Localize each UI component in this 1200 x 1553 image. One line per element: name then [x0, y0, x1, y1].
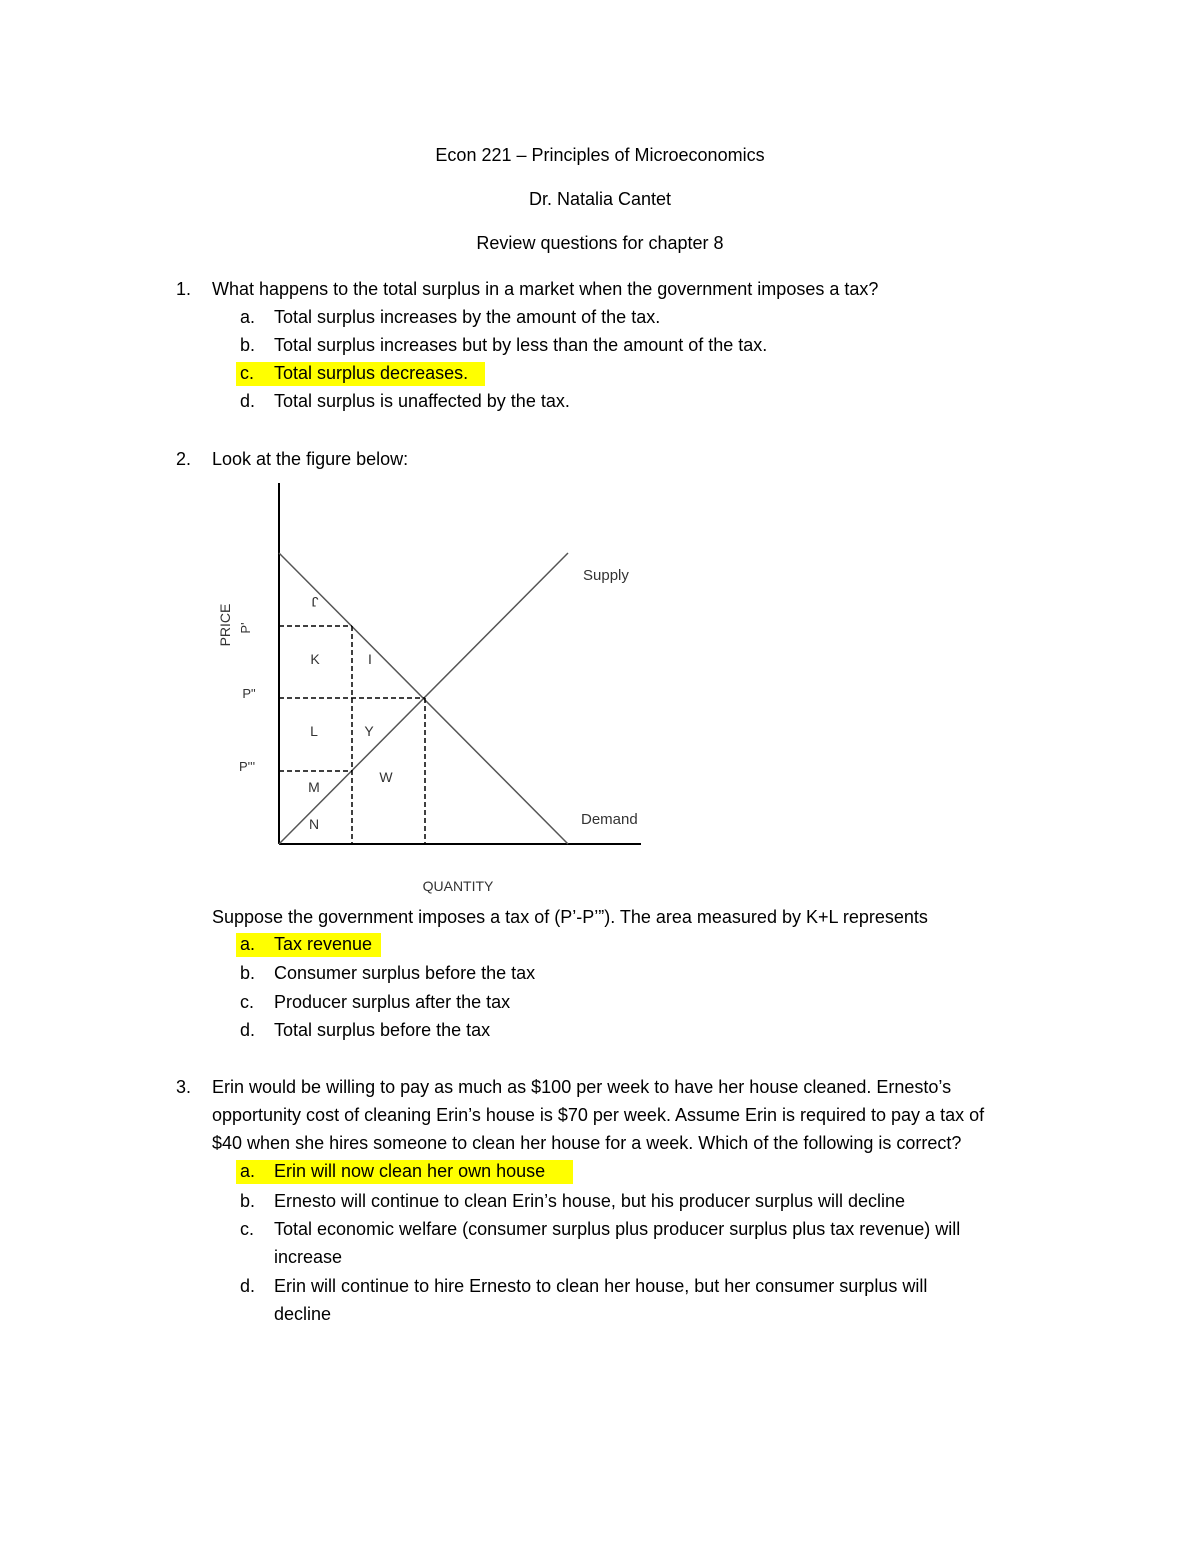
question-3-text-line-1: Erin would be willing to pay as much as $100 per week to have her house cleaned. Ernesto’s: [212, 1077, 952, 1097]
region-label-i: I: [368, 651, 372, 667]
option-text: Tax revenue: [274, 934, 373, 954]
option-letter: b.: [240, 963, 256, 983]
region-label-m: M: [308, 779, 320, 795]
question-3-number: 3.: [176, 1077, 192, 1097]
question-1-option-c-highlighted: [236, 362, 485, 386]
question-2-number: 2.: [176, 449, 192, 469]
option-letter: b.: [240, 1191, 256, 1211]
question-3-text-line-2: opportunity cost of cleaning Erin’s house is $70 per week. Assume Erin is required to pay a tax of: [212, 1105, 985, 1125]
price-label-p-double-prime: P": [242, 686, 256, 701]
option-letter: c.: [240, 992, 255, 1012]
option-text: Total surplus is unaffected by the tax.: [274, 391, 570, 411]
option-letter: a.: [240, 1161, 256, 1181]
supply-demand-figure: [200, 475, 660, 900]
course-title: Econ 221 – Principles of Microeconomics: [435, 145, 765, 165]
option-letter: d.: [240, 1020, 256, 1040]
option-text: Total surplus increases but by less than the amount of the tax.: [274, 335, 768, 355]
region-label-w: W: [379, 769, 393, 785]
option-letter: a.: [240, 307, 256, 327]
demand-label: Demand: [581, 811, 638, 828]
option-text: Total surplus decreases.: [274, 363, 469, 383]
question-1-text: What happens to the total surplus in a market when the government imposes a tax?: [212, 279, 879, 299]
region-label-n: N: [308, 816, 320, 832]
option-text: Producer surplus after the tax: [274, 992, 511, 1012]
question-3-option-a-highlighted: [236, 1160, 573, 1184]
option-text: Erin will continue to hire Ernesto to clean her house, but her consumer surplus will: [274, 1276, 928, 1296]
supply-label: Supply: [583, 567, 629, 584]
y-axis-label: PRICE: [217, 603, 233, 647]
region-label-y: Y: [364, 723, 374, 739]
option-text: Total surplus increases by the amount of the tax.: [274, 307, 661, 327]
option-text: Total economic welfare (consumer surplus plus producer surplus plus tax revenue) will: [274, 1219, 961, 1239]
question-2-text: Look at the figure below:: [212, 449, 409, 469]
region-label-l: L: [310, 723, 318, 739]
document-subtitle: Review questions for chapter 8: [476, 233, 724, 253]
region-label-j: J: [311, 594, 319, 610]
option-text: Consumer surplus before the tax: [274, 963, 536, 983]
question-3-text-line-3: $40 when she hires someone to clean her house for a week. Which of the following is correct?: [212, 1133, 962, 1153]
price-label-p-triple-prime: P''': [238, 759, 256, 774]
option-text: Ernesto will continue to clean Erin’s house, but his producer surplus will decline: [274, 1191, 906, 1211]
region-label-k: K: [310, 651, 320, 667]
question-2-followup: Suppose the government imposes a tax of (P’-P’”). The area measured by K+L represents: [212, 907, 928, 927]
option-text: Erin will now clean her own house: [274, 1161, 546, 1181]
question-3-option-d-continued: decline: [274, 1304, 332, 1324]
option-letter: d.: [240, 391, 256, 411]
instructor-name: Dr. Natalia Cantet: [528, 189, 672, 209]
option-letter: b.: [240, 335, 256, 355]
price-label-p-prime: P': [238, 622, 253, 634]
question-3-option-c-continued: increase: [274, 1247, 343, 1267]
option-letter: c.: [240, 1219, 255, 1239]
option-letter: a.: [240, 934, 256, 954]
question-2-option-a-highlighted: [236, 933, 381, 957]
option-text: Total surplus before the tax: [274, 1020, 491, 1040]
option-letter: c.: [240, 363, 255, 383]
x-axis-label: QUANTITY: [422, 878, 494, 894]
option-letter: d.: [240, 1276, 256, 1296]
question-1-number: 1.: [176, 279, 192, 299]
